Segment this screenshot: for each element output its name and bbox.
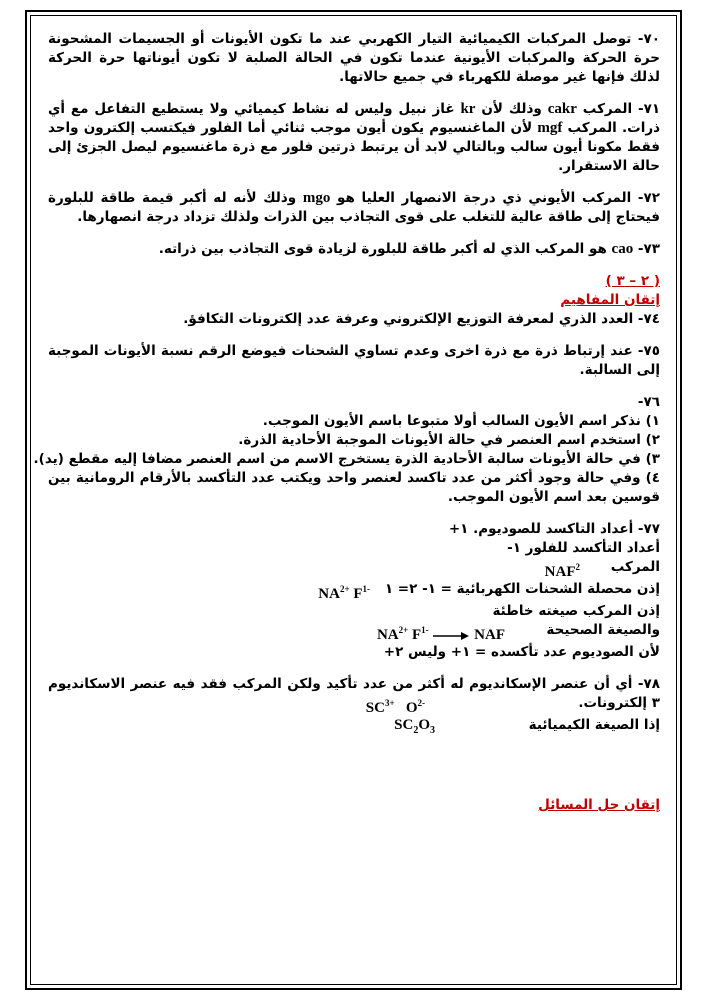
section-number: ( ٢ – ٣ ) <box>605 273 660 289</box>
answer-71: ٧١- المركب cakr وذلك لأن kr غاز نبيل وليس له نشاط كيميائي ولا يستطيع التفاعل مع أي ذرات. المركب mgf لأن الماغنسيوم يكون أيون موجب ثنائي أما الفلور فيكتسب إلكترون واحد فقط مكونا أيون سالب وبالتالي لابد أن يرتبط ذرتين فلور مع ذرة ماغنسيوم ليصل الجزئ إلى حالة الاستقرار. <box>48 101 661 174</box>
formula-row-sc2o3: إذا الصيغة الكيميائية $SC_2O_3$ <box>394 717 660 736</box>
answer-76 <box>33 393 660 507</box>
list-item: ١) نذكر اسم الأيون السالب أولا متبوعا باسم الأيون الموجب. <box>262 413 660 429</box>
compound-mgf: mgf <box>537 120 563 136</box>
list-item: ٣) في حالة الأيونات سالبة الأحادية الذرة يستخرج الاسم من اسم العنصر مضافا إليه مقطع (يد). <box>33 451 660 467</box>
document-body <box>33 30 661 815</box>
compound-mgo: mgo <box>302 190 331 206</box>
formula-row-naf2: NAF$^2$ <box>544 562 580 580</box>
answer-78: ٧٨- أي أن عنصر الإسكانديوم له أكثر من عدد تأكيد ولكن المركب فقد فيه عنصر الاسكانديوم ٣ إلكترونات. $SC^{3+}$ $O^{2-}$ إذا الصيغة الكيميائية $SC_2O_3$ <box>48 676 660 736</box>
element-kr: kr <box>460 101 476 117</box>
answer-75: ٧٥- عند إرتباط ذرة مع ذرة اخرى وعدم تساوي الشحنات فيوضع الرقم نسبة الأيونات الموجبة إلى السالبة. <box>48 343 660 378</box>
answer-76-number: ٧٦- <box>637 394 660 410</box>
answer-74: ٧٤- العدد الذري لمعرفة التوزيع الإلكتروني وعرفة عدد إلكترونات التكافؤ. <box>183 311 660 327</box>
reaction-arrow-icon <box>432 631 470 641</box>
list-item: ٤) وفي حالة وجود أكثر من عدد تاكسد لعنصر واحد ويكتب عدد التأكسد بالأرقام الرومانية بين قوسين بعد اسم الأيون الموجب. <box>48 470 660 505</box>
formula-row-correct: والصيغة الصحيحة $NA^{2+}$ $F^{1-}$ NAF <box>376 622 660 643</box>
answer-77: ٧٧- أعداد التاكسد للصوديوم. ١+ أعداد التأكسد للفلور ١- المركب NAF$^2$ إذن محصلة الشحنات الكهربائية = ١- ٢= ١ $NA^{2+}$ $F^{1-}$ إذن المركب صيغته خاطئة والصيغة الصحيحة $NA^{2+}$ $F^{1-}$ NAF لأن الصوديوم عدد تأكسده = ١+ وليس ٢+ <box>48 520 660 662</box>
ion-row-sc-o: $SC^{3+}$ $O^{2-}$ <box>365 698 425 716</box>
answer-70: ٧٠- توصل المركبات الكيميائية التيار الكهربي عند ما تكون الأيونات أو الجسيمات المشحونة حرة الحركة والمركبات الأيونية عندما تكون في الحالة الصلبة لا تكون أيوناتها حرة الحركة لذلك فإنها غير موصلة للكهرباء في جميع حالاتها. <box>48 31 660 85</box>
compound-cakr: cakr <box>547 101 577 117</box>
formula-row-charge-sum: إذن محصلة الشحنات الكهربائية = ١- ٢= ١ $NA^{2+}$ $F^{1-}$ <box>318 581 660 602</box>
compound-cao: cao <box>611 241 634 257</box>
answer-72: ٧٢- المركب الأيوني ذي درجة الانصهار العليا هو mgo وذلك لأنه له أكبر قيمة طاقة للبلورة فيحتاج إلى طاقة عالية للتغلب على قوى التجاذب بين الذرات ولذلك تزداد درجة انصهارها. <box>48 190 661 225</box>
section-title-concepts: إتقان المفاهيم <box>560 292 660 308</box>
section-title-problems: إتقان حل المسائل <box>538 797 660 813</box>
answer-73: ٧٣- cao هو المركب الذي له أكبر طاقة للبلورة لزيادة قوى التجاذب بين ذراته. <box>158 241 660 257</box>
list-item: ٢) استخدم اسم العنصر في حالة الأيونات الموجبة الأحادية الذرة. <box>238 432 660 448</box>
